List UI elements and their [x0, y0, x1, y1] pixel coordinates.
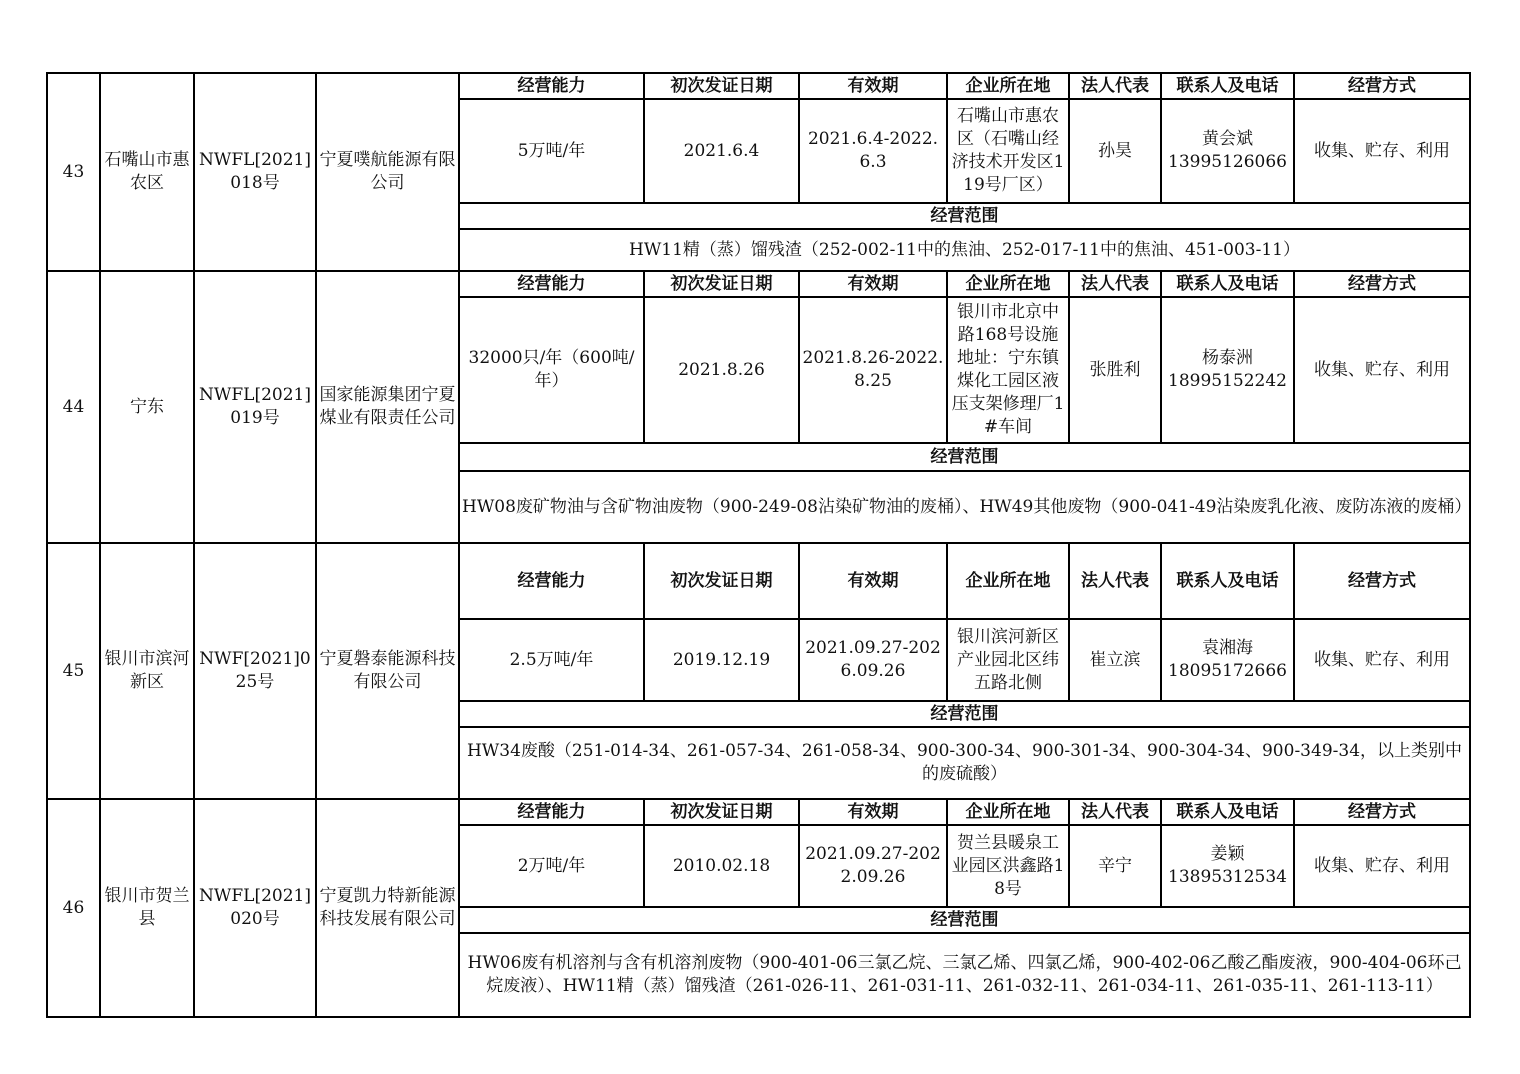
header-first-date: 初次发证日期: [644, 271, 799, 297]
contact-phone: 13895312534: [1168, 867, 1287, 887]
method: 收集、贮存、利用: [1294, 825, 1470, 907]
location: 贺兰县暖泉工业园区洪鑫路18号: [947, 825, 1069, 907]
header-scope: 经营范围: [459, 203, 1470, 229]
header-first-date: 初次发证日期: [644, 543, 799, 619]
header-legal-rep: 法人代表: [1069, 543, 1161, 619]
capacity: 2.5万吨/年: [459, 619, 644, 701]
header-contact: 联系人及电话: [1161, 543, 1294, 619]
first-date: 2010.02.18: [644, 825, 799, 907]
record-46-header-row: [47, 799, 1470, 825]
contact-phone: 18995152242: [1168, 371, 1287, 391]
header-validity: 有效期: [799, 73, 947, 99]
first-date: 2021.8.26: [644, 297, 799, 443]
region: 银川市滨河新区: [100, 543, 194, 799]
record-44-header-row: [47, 271, 1470, 297]
contact-phone: 18095172666: [1168, 661, 1287, 681]
header-legal-rep: 法人代表: [1069, 73, 1161, 99]
header-scope: 经营范围: [459, 701, 1470, 727]
first-date: 2019.12.19: [644, 619, 799, 701]
location: 石嘴山市惠农区（石嘴山经济技术开发区119号厂区）: [947, 99, 1069, 203]
license-table: [46, 72, 1471, 1018]
header-method: 经营方式: [1294, 73, 1470, 99]
record-no: 46: [47, 799, 100, 1017]
header-contact: 联系人及电话: [1161, 271, 1294, 297]
contact-name: 袁湘海: [1202, 638, 1253, 658]
validity: 2021.6.4-2022.6.3: [799, 99, 947, 203]
header-validity: 有效期: [799, 799, 947, 825]
contact-name: 杨泰洲: [1202, 348, 1253, 368]
capacity: 5万吨/年: [459, 99, 644, 203]
license-number: NWFL[2021]019号: [194, 271, 316, 543]
legal-rep: 张胜利: [1069, 297, 1161, 443]
capacity: 32000只/年（600吨/年）: [459, 297, 644, 443]
company-name: 宁夏磐泰能源科技有限公司: [316, 543, 459, 799]
scope: HW08废矿物油与含矿物油废物（900-249-08沾染矿物油的废桶）、HW49其他废物（900-041-49沾染废乳化液、废防冻液的废桶）: [459, 471, 1470, 543]
header-method: 经营方式: [1294, 543, 1470, 619]
license-number: NWFL[2021]018号: [194, 73, 316, 271]
contact: [1161, 825, 1294, 907]
header-validity: 有效期: [799, 271, 947, 297]
capacity: 2万吨/年: [459, 825, 644, 907]
contact-name: 黄会斌: [1202, 129, 1253, 149]
header-capacity: 经营能力: [459, 73, 644, 99]
header-capacity: 经营能力: [459, 543, 644, 619]
header-location: 企业所在地: [947, 271, 1069, 297]
header-location: 企业所在地: [947, 73, 1069, 99]
company-name: 宁夏噗航能源有限公司: [316, 73, 459, 271]
header-location: 企业所在地: [947, 543, 1069, 619]
legal-rep: 辛宁: [1069, 825, 1161, 907]
region: 银川市贺兰县: [100, 799, 194, 1017]
contact: [1161, 619, 1294, 701]
legal-rep: 崔立滨: [1069, 619, 1161, 701]
record-45-header-row: [47, 543, 1470, 619]
record-no: 43: [47, 73, 100, 271]
license-number: NWF[2021]025号: [194, 543, 316, 799]
company-name: 国家能源集团宁夏煤业有限责任公司: [316, 271, 459, 543]
method: 收集、贮存、利用: [1294, 297, 1470, 443]
header-validity: 有效期: [799, 543, 947, 619]
scope: HW11精（蒸）馏残渣（252-002-11中的焦油、252-017-11中的焦油、451-003-11）: [459, 229, 1470, 271]
contact: [1161, 297, 1294, 443]
header-capacity: 经营能力: [459, 799, 644, 825]
first-date: 2021.6.4: [644, 99, 799, 203]
header-method: 经营方式: [1294, 271, 1470, 297]
header-legal-rep: 法人代表: [1069, 271, 1161, 297]
header-legal-rep: 法人代表: [1069, 799, 1161, 825]
record-no: 45: [47, 543, 100, 799]
validity: 2021.09.27-2026.09.26: [799, 619, 947, 701]
validity: 2021.8.26-2022.8.25: [799, 297, 947, 443]
header-capacity: 经营能力: [459, 271, 644, 297]
company-name: 宁夏凯力特新能源科技发展有限公司: [316, 799, 459, 1017]
header-contact: 联系人及电话: [1161, 799, 1294, 825]
contact: [1161, 99, 1294, 203]
header-first-date: 初次发证日期: [644, 73, 799, 99]
contact-phone: 13995126066: [1168, 152, 1287, 172]
method: 收集、贮存、利用: [1294, 99, 1470, 203]
license-number: NWFL[2021]020号: [194, 799, 316, 1017]
location: 银川市北京中路168号设施地址：宁东镇煤化工园区液压支架修理厂1#车间: [947, 297, 1069, 443]
header-scope: 经营范围: [459, 443, 1470, 471]
header-location: 企业所在地: [947, 799, 1069, 825]
header-contact: 联系人及电话: [1161, 73, 1294, 99]
method: 收集、贮存、利用: [1294, 619, 1470, 701]
header-scope: 经营范围: [459, 907, 1470, 933]
header-first-date: 初次发证日期: [644, 799, 799, 825]
record-no: 44: [47, 271, 100, 543]
record-43-header-row: [47, 73, 1470, 99]
contact-name: 姜颖: [1210, 844, 1245, 864]
legal-rep: 孙昊: [1069, 99, 1161, 203]
scope: HW34废酸（251-014-34、261-057-34、261-058-34、900-300-34、900-301-34、900-304-34、900-349-34，以上类别中的废硫酸）: [459, 727, 1470, 799]
region: 石嘴山市惠农区: [100, 73, 194, 271]
region: 宁东: [100, 271, 194, 543]
location: 银川滨河新区产业园北区纬五路北侧: [947, 619, 1069, 701]
header-method: 经营方式: [1294, 799, 1470, 825]
validity: 2021.09.27-2022.09.26: [799, 825, 947, 907]
scope: HW06废有机溶剂与含有机溶剂废物（900-401-06三氯乙烷、三氯乙烯、四氯乙烯，900-402-06乙酸乙酯废液，900-404-06环己烷废液）、HW11精（蒸）馏残渣（261-026-11、261-031-11、261-032-11、261-034-11、261-035-11、261-113-11）: [459, 933, 1470, 1017]
